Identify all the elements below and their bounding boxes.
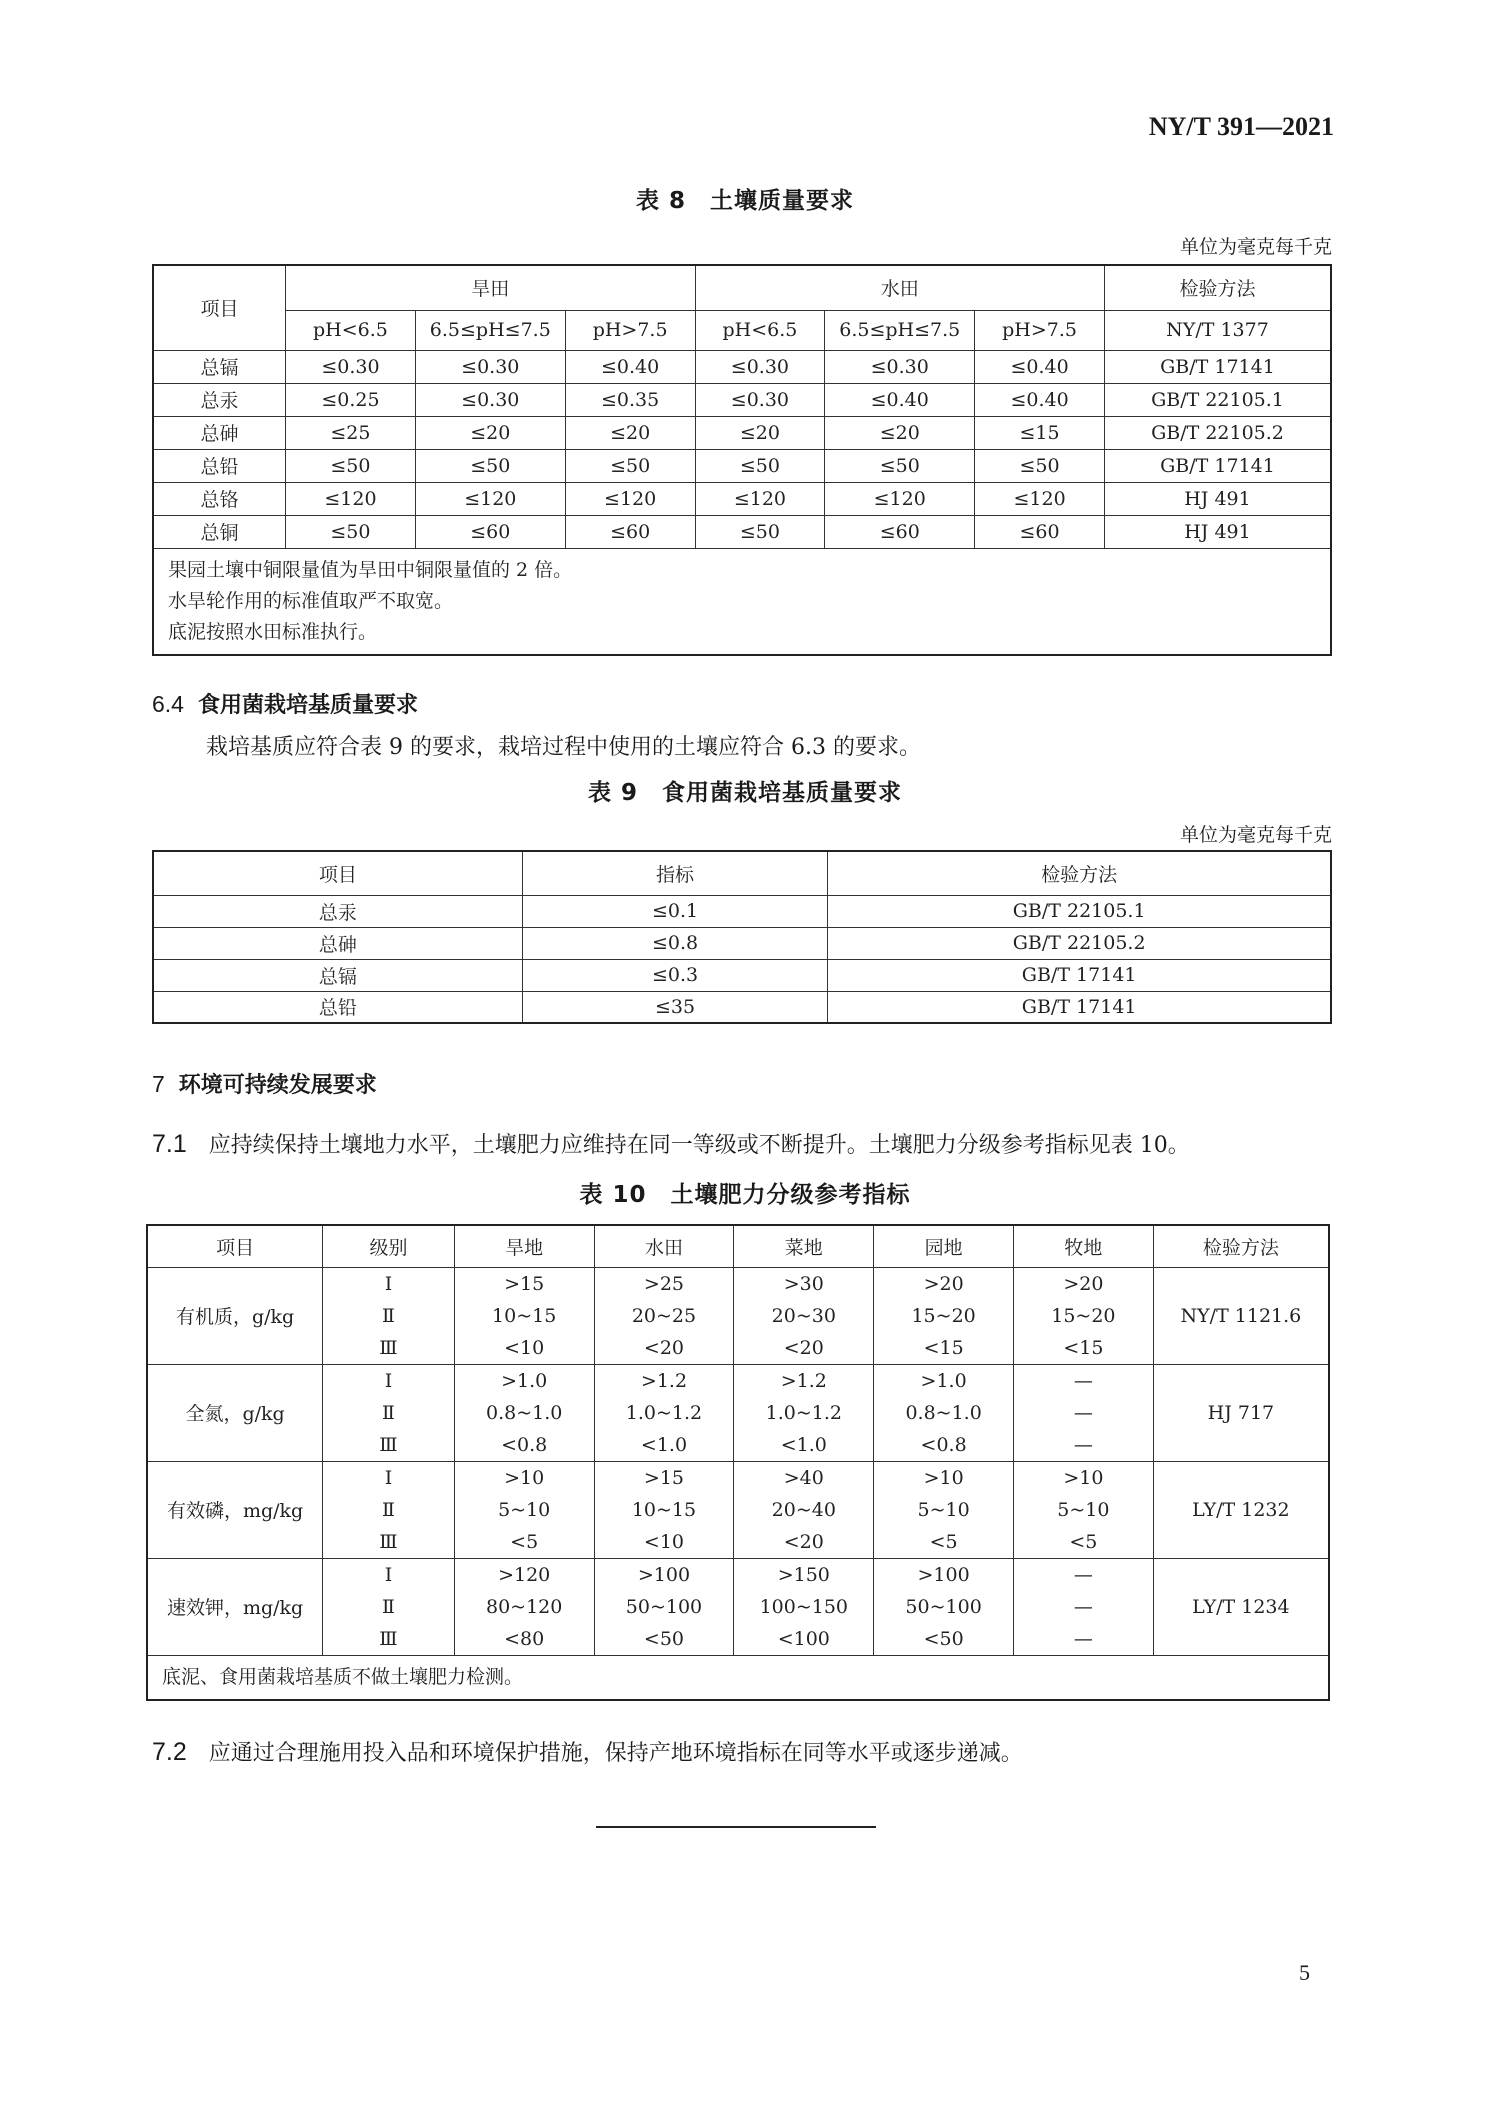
cell-value: <100 [777,1627,830,1650]
table-row [147,1461,1329,1558]
table-row [153,927,1331,959]
cell-item: 总铅 [153,991,522,1023]
cell-method: GB/T 17141 [828,991,1331,1023]
cell-value: ≤0.40 [565,350,695,383]
cell-value: >20 [923,1272,964,1295]
cell-value: >10 [504,1466,545,1489]
cell-method: HJ 717 [1153,1364,1329,1461]
cell-value: ≤0.30 [415,383,565,416]
cell-value: 5~10 [917,1498,970,1521]
cell-value: — [1073,1401,1093,1424]
cell-value: 80~120 [485,1595,563,1618]
cell-value: ≤0.30 [415,350,565,383]
table8-subheader: 6.5≤pH≤7.5 [415,310,565,350]
cell-value: ≤0.35 [565,383,695,416]
cell-value: <15 [1063,1336,1104,1359]
cell-value: 20~25 [631,1304,697,1327]
cell-method: GB/T 17141 [1104,449,1331,482]
cell-value: ≤50 [695,515,825,548]
cell-value: <5 [510,1530,539,1553]
cell-value: ≤0.40 [975,383,1105,416]
cell-value: <0.8 [920,1433,967,1456]
table8-note: 水旱轮作用的标准值取严不取宽。 [168,589,454,612]
table8-subheader: pH<6.5 [695,310,825,350]
table8-subheader: pH>7.5 [565,310,695,350]
cell-method: HJ 491 [1104,515,1331,548]
section-6-4-text: 栽培基质应符合表 9 的要求，栽培过程中使用的土壤应符合 6.3 的要求。 [206,735,921,760]
cell-value: >1.0 [501,1369,548,1392]
cell-item: 总镉 [153,959,522,991]
table10-caption: 表 10 土壤肥力分级参考指标 [579,1182,911,1208]
cell-value: 20~40 [771,1498,836,1521]
cell-item: 有效磷，mg/kg [147,1461,323,1558]
table10-header: 水田 [594,1225,734,1267]
cell-value: >20 [1063,1272,1104,1295]
table8-note: 底泥按照水田标准执行。 [168,620,378,643]
cell-value: <10 [504,1336,545,1359]
cell-value: 15~20 [1051,1304,1116,1327]
cell-value: — [1073,1433,1093,1456]
cell-value: ≤50 [565,449,695,482]
cell-item: 总汞 [153,895,522,927]
cell-value: ≤50 [286,449,416,482]
cell-value: ≤0.30 [825,350,975,383]
table8-header-paddy: 水田 [695,265,1104,310]
table10-header: 园地 [874,1225,1014,1267]
cell-value: ≤25 [286,416,416,449]
cell-value: 1.0~1.2 [765,1401,842,1424]
cell-item: 总铜 [153,515,286,548]
cell-value: <1.0 [780,1433,827,1456]
cell-method: HJ 491 [1104,482,1331,515]
cell-value: <80 [504,1627,545,1650]
cell-value: <20 [783,1530,824,1553]
cell-value: <10 [643,1530,685,1553]
cell-value: 5~10 [498,1498,551,1521]
cell-method: NY/T 1121.6 [1153,1267,1329,1364]
section-number: 7 [152,1071,165,1097]
level-label: Ⅱ [382,1304,395,1327]
cell-value: ≤120 [975,482,1105,515]
level-label: Ⅰ [384,1563,393,1586]
cell-value: >40 [783,1466,824,1489]
cell-value: <50 [643,1627,685,1650]
table-row [153,515,1331,548]
standard-code: NY/T 391—2021 [1148,112,1334,141]
level-label: Ⅰ [384,1272,393,1295]
cell-value: >15 [643,1466,685,1489]
table9-caption: 表 9 食用菌栽培基质量要求 [587,780,902,806]
cell-value: ≤0.40 [975,350,1105,383]
cell-value: <5 [929,1530,958,1553]
table-row [147,1558,1329,1655]
section-title: 食用菌栽培基质量要求 [197,693,418,718]
cell-item: 总汞 [153,383,286,416]
level-label: Ⅲ [379,1627,398,1650]
section-number: 6.4 [152,691,184,717]
cell-value: ≤20 [415,416,565,449]
cell-value: <5 [1069,1530,1098,1553]
cell-value: ≤60 [565,515,695,548]
cell-value: ≤50 [415,449,565,482]
cell-value: ≤60 [825,515,975,548]
cell-value: ≤120 [286,482,416,515]
table8-subheader: 6.5≤pH≤7.5 [825,310,975,350]
table8-note: 果园土壤中铜限量值为旱田中铜限量值的 2 倍。 [168,558,573,581]
cell-value: ≤20 [695,416,825,449]
cell-value: 0.8~1.0 [905,1401,982,1424]
cell-value: — [1073,1595,1093,1618]
table-row [147,1267,1329,1364]
cell-value: ≤60 [975,515,1105,548]
level-label: Ⅱ [382,1595,395,1618]
table8-notes [153,548,1331,655]
cell-method: GB/T 17141 [1104,350,1331,383]
cell-value: <20 [783,1336,824,1359]
table-row [153,350,1331,383]
table-row [153,895,1331,927]
cell-value: ≤0.3 [522,959,827,991]
cell-item: 全氮，g/kg [147,1364,323,1461]
cell-method: GB/T 22105.1 [1104,383,1331,416]
table10-note: 底泥、食用菌栽培基质不做土壤肥力检测。 [147,1655,1329,1700]
cell-value: ≤20 [565,416,695,449]
cell-item: 总砷 [153,416,286,449]
table8-header-method: 检验方法 [1104,265,1331,310]
table8-caption: 表 8 土壤质量要求 [635,188,854,214]
para-number: 7.2 [152,1738,187,1766]
table9-header-limit: 指标 [522,851,827,895]
cell-value: >25 [643,1272,685,1295]
cell-method: GB/T 22105.2 [1104,416,1331,449]
cell-value: >1.0 [920,1369,967,1392]
cell-value: >10 [1063,1466,1104,1489]
table8-subheader: pH>7.5 [975,310,1105,350]
cell-value: — [1073,1369,1093,1392]
cell-value: <20 [643,1336,685,1359]
cell-method: LY/T 1232 [1153,1461,1329,1558]
cell-value: ≤35 [522,991,827,1023]
table8-method-subheader: NY/T 1377 [1104,310,1331,350]
table10 [146,1224,1330,1701]
cell-value: <0.8 [501,1433,548,1456]
cell-item: 速效钾，mg/kg [147,1558,323,1655]
cell-value: ≤20 [825,416,975,449]
cell-value: ≤0.8 [522,927,827,959]
cell-value: >10 [923,1466,964,1489]
table9-header-item: 项目 [153,851,522,895]
cell-method: LY/T 1234 [1153,1558,1329,1655]
table10-header: 级别 [323,1225,455,1267]
cell-value: ≤120 [415,482,565,515]
table10-header: 检验方法 [1153,1225,1329,1267]
cell-value: 5~10 [1057,1498,1110,1521]
cell-method: GB/T 17141 [828,959,1331,991]
cell-method: GB/T 22105.2 [828,927,1331,959]
cell-value: ≤15 [975,416,1105,449]
cell-item: 总镉 [153,350,286,383]
table8-subheader: pH<6.5 [286,310,416,350]
cell-value: <15 [923,1336,964,1359]
level-label: Ⅱ [382,1401,395,1424]
cell-value: — [1073,1563,1093,1586]
table-row [153,416,1331,449]
cell-value: 0.8~1.0 [486,1401,563,1424]
table10-header: 菜地 [734,1225,874,1267]
table9-unit: 单位为毫克每千克 [1179,824,1332,846]
cell-value: ≤120 [825,482,975,515]
table8 [152,264,1332,656]
cell-item: 总铬 [153,482,286,515]
cell-value: >15 [504,1272,545,1295]
cell-value: ≤50 [825,449,975,482]
cell-item: 有机质，g/kg [147,1267,323,1364]
cell-value: 10~15 [492,1304,557,1327]
para-text: 应通过合理施用投入品和环境保护措施，保持产地环境指标在同等水平或逐步递减。 [208,1741,1023,1766]
cell-value: 50~100 [905,1595,982,1618]
para-number: 7.1 [152,1130,187,1158]
table8-header-item: 项目 [153,265,286,350]
cell-value: >1.2 [640,1369,688,1392]
level-label: Ⅲ [379,1530,398,1553]
table-row [153,449,1331,482]
level-label: Ⅰ [384,1369,393,1392]
cell-value: 15~20 [911,1304,976,1327]
cell-value: >30 [783,1272,824,1295]
cell-value: 100~150 [759,1595,849,1618]
cell-value: >100 [917,1563,970,1586]
cell-value: 20~30 [771,1304,836,1327]
level-label: Ⅲ [379,1336,398,1359]
cell-value: ≤0.30 [695,350,825,383]
level-label: Ⅰ [384,1466,393,1489]
level-label: Ⅲ [379,1433,398,1456]
cell-value: >100 [637,1563,691,1586]
section-title: 环境可持续发展要求 [178,1073,377,1098]
table9-header-method: 检验方法 [828,851,1331,895]
table-row [147,1364,1329,1461]
page-number: 5 [1299,1960,1310,1985]
table-row [153,482,1331,515]
cell-value: ≤50 [975,449,1105,482]
cell-value: ≤60 [415,515,565,548]
section-7-heading [152,1068,377,1099]
table9 [152,850,1332,1024]
cell-value: 1.0~1.2 [625,1401,703,1424]
cell-method: GB/T 22105.1 [828,895,1331,927]
cell-value: 10~15 [631,1498,697,1521]
table8-unit: 单位为毫克每千克 [1179,236,1332,258]
cell-value: ≤50 [286,515,416,548]
cell-value: >120 [498,1563,551,1586]
cell-value: ≤0.30 [286,350,416,383]
table-row [153,383,1331,416]
cell-value: <1.0 [640,1433,688,1456]
table10-header: 旱地 [454,1225,594,1267]
section-6-4-heading [152,688,418,719]
level-label: Ⅱ [382,1498,395,1521]
cell-value: >1.2 [780,1369,827,1392]
cell-value: >150 [777,1563,830,1586]
cell-item: 总铅 [153,449,286,482]
table10-header: 项目 [147,1225,323,1267]
cell-value: <50 [923,1627,964,1650]
end-divider [596,1826,876,1828]
para-7-1 [152,1128,1190,1159]
table-row [153,991,1331,1023]
para-7-2 [152,1736,1023,1767]
cell-value: ≤120 [565,482,695,515]
para-text: 应持续保持土壤地力水平，土壤肥力应维持在同一等级或不断提升。土壤肥力分级参考指标见表 10。 [208,1133,1190,1158]
table-row [153,959,1331,991]
cell-value: — [1073,1627,1093,1650]
cell-item: 总砷 [153,927,522,959]
cell-value: ≤120 [695,482,825,515]
cell-value: ≤0.1 [522,895,827,927]
table8-header-dry: 旱田 [286,265,695,310]
cell-value: 50~100 [625,1595,703,1618]
cell-value: ≤0.40 [825,383,975,416]
cell-value: ≤0.25 [286,383,416,416]
cell-value: ≤0.30 [695,383,825,416]
table10-header: 牧地 [1014,1225,1154,1267]
cell-value: ≤50 [695,449,825,482]
